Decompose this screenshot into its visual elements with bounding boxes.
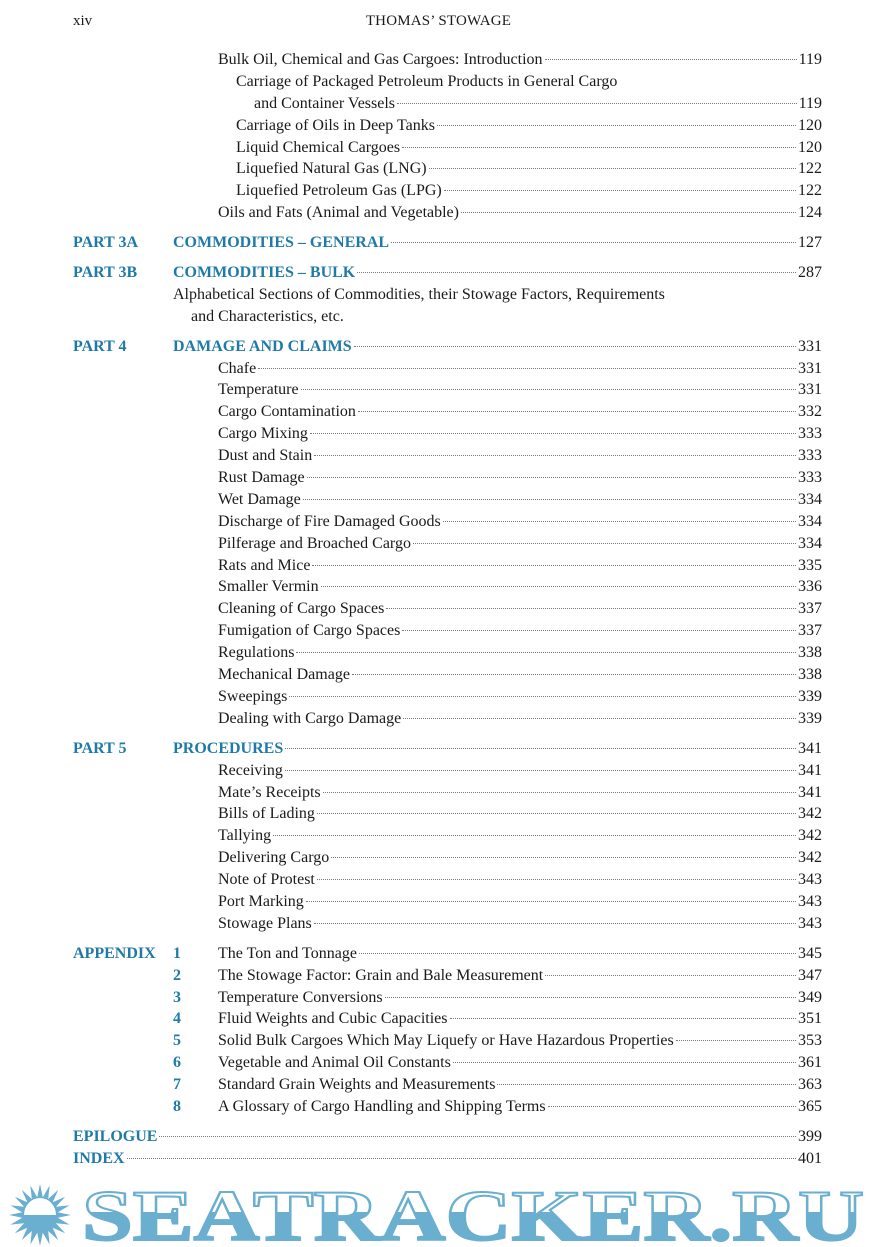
dot-leader	[127, 1158, 796, 1159]
entry-page-number: 122	[798, 182, 822, 200]
dot-leader	[676, 1040, 796, 1041]
dot-leader	[402, 630, 796, 631]
appendix-number: 1	[173, 944, 181, 962]
dot-leader	[307, 477, 796, 478]
entry-page-number: 341	[798, 739, 822, 757]
entry-title: Temperature	[218, 381, 299, 399]
dot-leader	[303, 499, 796, 500]
entry-page-number: 365	[798, 1097, 822, 1115]
dot-leader	[289, 696, 796, 697]
toc-entry[interactable]	[73, 598, 822, 620]
dot-leader	[301, 389, 796, 390]
entry-page-number: 361	[798, 1054, 822, 1072]
toc-entry[interactable]	[73, 760, 822, 782]
toc-entry[interactable]	[73, 180, 822, 202]
appendix-number: 6	[173, 1054, 181, 1072]
toc-entry[interactable]	[73, 642, 822, 664]
entry-page-number: 119	[798, 94, 822, 112]
entry-title: A Glossary of Cargo Handling and Shipping Terms	[218, 1097, 546, 1115]
entry-title: Standard Grain Weights and Measurements	[218, 1076, 496, 1094]
entry-page-number: 337	[798, 600, 822, 618]
dot-leader	[310, 433, 796, 434]
appendix-number: 2	[173, 966, 181, 984]
entry-page-number: 331	[798, 337, 822, 355]
dot-leader	[450, 1018, 797, 1019]
entry-page-number: 351	[798, 1010, 822, 1028]
dot-leader	[545, 975, 796, 976]
toc-entry[interactable]	[73, 555, 822, 577]
dot-leader	[258, 368, 796, 369]
entry-title: Stowage Plans	[218, 914, 312, 932]
entry-page-number: 342	[798, 805, 822, 823]
entry-title: and Characteristics, etc.	[191, 307, 344, 325]
dot-leader	[285, 770, 796, 771]
entry-page-number: 331	[798, 359, 822, 377]
toc-entry[interactable]	[73, 1096, 822, 1118]
entry-page-number: 336	[798, 578, 822, 596]
toc-entry[interactable]	[73, 158, 822, 180]
dot-leader	[461, 212, 796, 213]
entry-title: Cleaning of Cargo Spaces	[218, 600, 385, 618]
toc-part-heading[interactable]	[73, 336, 822, 358]
entry-title: Rats and Mice	[218, 556, 311, 574]
entry-title: Delivering Cargo	[218, 849, 330, 867]
toc-entry[interactable]	[73, 965, 822, 987]
toc-entry[interactable]	[73, 576, 822, 598]
running-head: THOMAS’ STOWAGE	[365, 13, 512, 29]
dot-leader	[314, 455, 796, 456]
entry-page-number: 120	[798, 116, 822, 134]
entry-title: Port Marking	[218, 892, 304, 910]
toc-entry[interactable]	[73, 379, 822, 401]
toc-entry[interactable]	[73, 913, 822, 935]
toc-entry[interactable]	[73, 708, 822, 730]
toc-entry[interactable]	[73, 489, 822, 511]
entry-title: Carriage of Oils in Deep Tanks	[236, 116, 435, 134]
toc-part-heading[interactable]	[73, 738, 822, 760]
dot-leader	[321, 586, 796, 587]
entry-page-number: 337	[798, 622, 822, 640]
dot-leader	[429, 168, 796, 169]
dot-leader	[159, 1136, 796, 1137]
dot-leader	[352, 674, 796, 675]
entry-page-number: 334	[798, 490, 822, 508]
entry-title: Fluid Weights and Cubic Capacities	[218, 1010, 448, 1028]
dot-leader	[548, 1106, 796, 1107]
entry-title: Liquid Chemical Cargoes	[236, 138, 401, 156]
toc-entry[interactable]	[73, 401, 822, 423]
entry-title: Pilferage and Broached Cargo	[218, 534, 411, 552]
toc-entry[interactable]	[73, 1008, 822, 1030]
entry-page-number: 334	[798, 534, 822, 552]
page-number: xiv	[73, 13, 93, 29]
dot-leader	[385, 997, 796, 998]
toc-entry[interactable]	[73, 115, 822, 137]
toc-entry[interactable]	[73, 782, 822, 804]
entry-page-number: 342	[798, 849, 822, 867]
entry-page-number: 333	[798, 469, 822, 487]
dot-leader	[296, 652, 796, 653]
toc-entry[interactable]	[73, 423, 822, 445]
entry-title: Mate’s Receipts	[218, 783, 321, 801]
entry-page-number: 349	[798, 988, 822, 1006]
part-label: PART 4	[73, 337, 127, 355]
table-of-contents	[73, 49, 822, 1170]
toc-entry[interactable]	[73, 306, 822, 328]
entry-title: COMMODITIES – BULK	[173, 264, 356, 282]
entry-title: Dealing with Cargo Damage	[218, 709, 402, 727]
toc-part-heading[interactable]	[73, 262, 822, 284]
entry-title: Fumigation of Cargo Spaces	[218, 622, 401, 640]
toc-entry[interactable]	[73, 202, 822, 224]
dot-leader	[453, 1062, 796, 1063]
entry-page-number: 331	[798, 381, 822, 399]
entry-title: EPILOGUE	[73, 1127, 158, 1145]
toc-entry[interactable]	[73, 71, 822, 93]
entry-title: Alphabetical Sections of Commodities, their Stowage Factors, Requirements	[173, 285, 665, 303]
entry-page-number: 343	[798, 914, 822, 932]
entry-page-number: 338	[798, 666, 822, 684]
entry-title: Bulk Oil, Chemical and Gas Cargoes: Introduction	[218, 51, 543, 68]
dot-leader	[437, 125, 796, 126]
entry-page-number: 127	[798, 234, 822, 252]
entry-title: Chafe	[218, 359, 257, 377]
dot-leader	[497, 1084, 796, 1085]
part-label: PART 3B	[73, 264, 138, 282]
dot-leader	[397, 103, 797, 104]
entry-title: Solid Bulk Cargoes Which May Liquefy or Have Hazardous Properties	[218, 1032, 674, 1050]
toc-entry[interactable]	[73, 803, 822, 825]
entry-title: Tallying	[218, 827, 272, 845]
dot-leader	[391, 242, 796, 243]
entry-page-number: 335	[798, 556, 822, 574]
entry-title: Dust and Stain	[218, 447, 313, 465]
entry-title: INDEX	[73, 1149, 125, 1167]
entry-page-number: 341	[798, 783, 822, 801]
dot-leader	[357, 272, 796, 273]
appendix-number: 3	[173, 988, 181, 1006]
dot-leader	[359, 953, 796, 954]
dot-leader	[413, 543, 796, 544]
entry-title: Rust Damage	[218, 469, 305, 487]
toc-entry[interactable]	[73, 49, 822, 71]
toc-entry[interactable]	[73, 358, 822, 380]
toc-entry[interactable]	[73, 1148, 822, 1170]
appendix-number: 8	[173, 1097, 181, 1115]
toc-entry[interactable]	[73, 284, 822, 306]
toc-entry[interactable]	[73, 445, 822, 467]
entry-page-number: 339	[798, 709, 822, 727]
toc-entry[interactable]	[73, 869, 822, 891]
entry-title: Oils and Fats (Animal and Vegetable)	[218, 204, 459, 222]
entry-page-number: 363	[798, 1076, 822, 1094]
dot-leader	[331, 857, 796, 858]
toc-entry[interactable]	[73, 620, 822, 642]
watermark-logo	[0, 1182, 877, 1247]
dot-leader	[323, 792, 796, 793]
entry-title: and Container Vessels	[254, 94, 396, 112]
appendix-number: 5	[173, 1032, 181, 1050]
dot-leader	[444, 190, 796, 191]
entry-page-number: 333	[798, 425, 822, 443]
entry-page-number: 343	[798, 892, 822, 910]
toc-entry[interactable]	[73, 664, 822, 686]
entry-page-number: 401	[798, 1149, 822, 1167]
toc-entry[interactable]	[73, 1074, 822, 1096]
entry-page-number: 120	[798, 138, 822, 156]
entry-title: PROCEDURES	[173, 739, 284, 757]
entry-title: Liquefied Petroleum Gas (LPG)	[236, 182, 442, 200]
dot-leader	[545, 59, 797, 60]
dot-leader	[306, 901, 796, 902]
entry-page-number: 338	[798, 644, 822, 662]
dot-leader	[358, 411, 796, 412]
entry-page-number: 124	[798, 204, 822, 222]
toc-entry[interactable]	[73, 533, 822, 555]
toc-entry[interactable]	[73, 467, 822, 489]
entry-page-number: 343	[798, 871, 822, 889]
appendix-number: 7	[173, 1076, 181, 1094]
dot-leader	[443, 521, 796, 522]
entry-page-number: 287	[798, 264, 822, 282]
entry-title: Smaller Vermin	[218, 578, 319, 596]
entry-page-number: 353	[798, 1032, 822, 1050]
dot-leader	[312, 565, 796, 566]
entry-page-number: 333	[798, 447, 822, 465]
entry-page-number: 339	[798, 687, 822, 705]
watermark-text: SEATRACKER.RU	[82, 1182, 864, 1247]
entry-title: Sweepings	[218, 687, 288, 705]
entry-title: Discharge of Fire Damaged Goods	[218, 512, 441, 530]
entry-title: Cargo Mixing	[218, 425, 308, 443]
part-label: PART 5	[73, 739, 127, 757]
toc-entry[interactable]	[73, 1126, 822, 1148]
entry-title: Bills of Lading	[218, 805, 315, 823]
part-label: APPENDIX	[73, 944, 156, 962]
entry-page-number: 332	[798, 403, 822, 421]
entry-title: The Stowage Factor: Grain and Bale Measurement	[218, 966, 544, 984]
dot-leader	[402, 147, 796, 148]
entry-page-number: 122	[798, 160, 822, 178]
dot-leader	[317, 879, 796, 880]
entry-title: Cargo Contamination	[218, 403, 356, 421]
entry-page-number: 347	[798, 966, 822, 984]
dot-leader	[314, 923, 796, 924]
toc-entry[interactable]	[73, 987, 822, 1009]
toc-entry[interactable]	[73, 825, 822, 847]
dot-leader	[285, 748, 796, 749]
entry-title: Receiving	[218, 761, 283, 779]
toc-entry[interactable]	[73, 847, 822, 869]
entry-title: Temperature Conversions	[218, 988, 383, 1006]
toc-part-heading[interactable]	[73, 943, 822, 965]
dot-leader	[317, 813, 796, 814]
entry-page-number: 345	[798, 944, 822, 962]
toc-entry[interactable]	[73, 1052, 822, 1074]
entry-page-number: 334	[798, 512, 822, 530]
toc-entry[interactable]	[73, 1030, 822, 1052]
dot-leader	[354, 346, 796, 347]
dot-leader	[273, 835, 796, 836]
dot-leader	[386, 608, 796, 609]
entry-title: Wet Damage	[218, 490, 301, 508]
entry-title: Mechanical Damage	[218, 666, 350, 684]
entry-page-number: 399	[798, 1127, 822, 1145]
entry-page-number: 342	[798, 827, 822, 845]
entry-title: DAMAGE AND CLAIMS	[173, 337, 352, 355]
dot-leader	[403, 718, 796, 719]
entry-title: Carriage of Packaged Petroleum Products in General Cargo	[236, 72, 618, 90]
toc-entry[interactable]	[73, 686, 822, 708]
toc-part-heading[interactable]	[73, 232, 822, 254]
entry-title: Regulations	[218, 644, 295, 662]
entry-title: The Ton and Tonnage	[218, 944, 357, 962]
entry-title: Vegetable and Animal Oil Constants	[218, 1054, 451, 1072]
entry-title: COMMODITIES – GENERAL	[173, 234, 390, 252]
toc-entry[interactable]	[73, 511, 822, 533]
toc-entry[interactable]	[73, 891, 822, 913]
part-label: PART 3A	[73, 234, 139, 252]
toc-entry[interactable]	[73, 93, 822, 115]
entry-page-number: 341	[798, 761, 822, 779]
toc-entry[interactable]	[73, 137, 822, 159]
entry-title: Note of Protest	[218, 871, 315, 889]
entry-page-number: 119	[798, 51, 822, 68]
entry-title: Liquefied Natural Gas (LNG)	[236, 160, 427, 178]
appendix-number: 4	[173, 1010, 181, 1028]
sun-icon	[9, 1184, 71, 1246]
